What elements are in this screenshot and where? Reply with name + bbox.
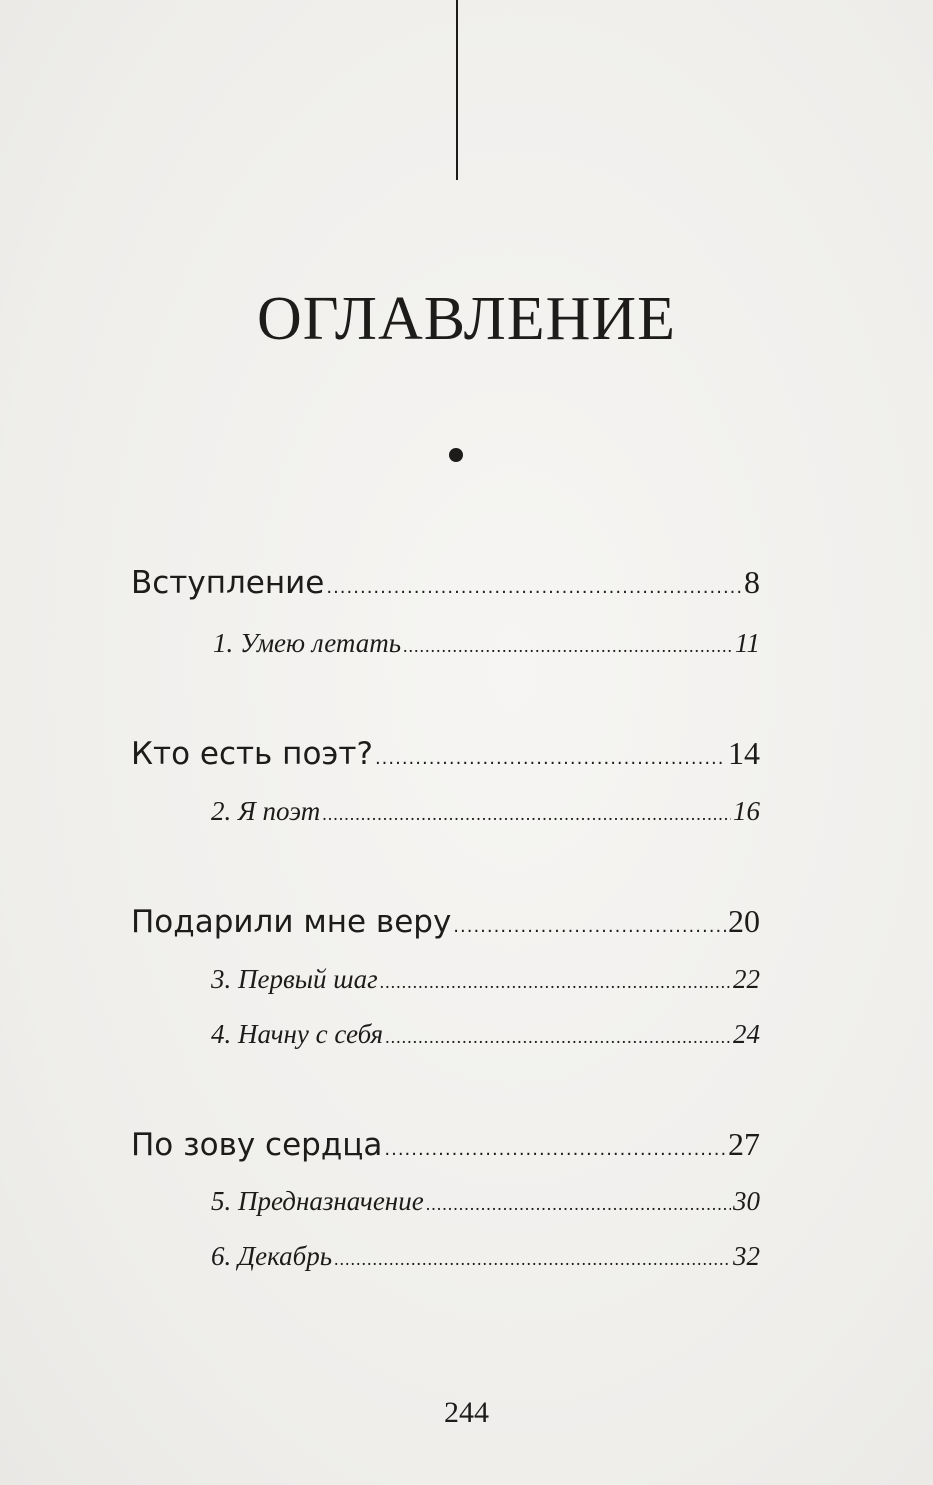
bullet-ornament (449, 448, 463, 462)
toc-chapter-entry (131, 737, 760, 770)
toc-entry-label: Кто есть поэт? (131, 736, 373, 772)
toc-entry-label: По зову сердца (131, 1127, 383, 1163)
page-number: 244 (444, 1396, 489, 1429)
toc-leader-dots (334, 1250, 731, 1268)
toc-leader-dots (403, 637, 733, 655)
toc-entry-page: 27 (728, 1126, 760, 1162)
toc-entry-label: 4. Начну с себя (211, 1019, 384, 1049)
toc-entry-page: 20 (728, 903, 760, 939)
toc-entry-label: Вступление (131, 565, 325, 601)
toc-entry-page: 22 (733, 964, 760, 994)
toc-leader-dots (326, 579, 742, 597)
toc-entry-label: Подарили мне веру (131, 904, 452, 940)
toc-leader-dots (322, 805, 731, 823)
toc-poem-entry (211, 1243, 760, 1270)
toc-entry-page: 14 (728, 735, 760, 771)
toc-entry-label: 2. Я поэт (211, 796, 321, 826)
toc-entry-page: 30 (733, 1186, 760, 1216)
toc-poem-entry (211, 798, 760, 825)
toc-entry-page: 16 (733, 796, 760, 826)
toc-entry-label: 5. Предназначение (211, 1186, 424, 1216)
toc-chapter-entry (131, 905, 760, 938)
toc-entry-label: 6. Декабрь (211, 1241, 332, 1271)
page-title: ОГЛАВЛЕНИЕ (256, 285, 677, 353)
toc-poem-entry (211, 966, 760, 993)
toc-leader-dots (453, 918, 726, 936)
toc-chapter-entry (131, 566, 760, 599)
toc-leader-dots (385, 1028, 731, 1046)
toc-entry-label: 1. Умею летать (213, 628, 402, 658)
toc-poem-entry (211, 1188, 760, 1215)
toc-entry-page: 11 (735, 628, 760, 658)
toc-chapter-entry (131, 1128, 760, 1161)
top-vertical-rule (456, 0, 458, 180)
toc-entry-page: 8 (744, 564, 760, 600)
toc-leader-dots (380, 973, 731, 991)
toc-entry-page: 32 (733, 1241, 760, 1271)
toc-leader-dots (426, 1195, 731, 1213)
toc-poem-entry (211, 1021, 760, 1048)
toc-leader-dots (375, 750, 726, 768)
toc-entry-label: 3. Первый шаг (211, 964, 378, 994)
toc-poem-entry (213, 630, 760, 657)
toc-leader-dots (384, 1141, 726, 1159)
toc-entry-page: 24 (733, 1019, 760, 1049)
